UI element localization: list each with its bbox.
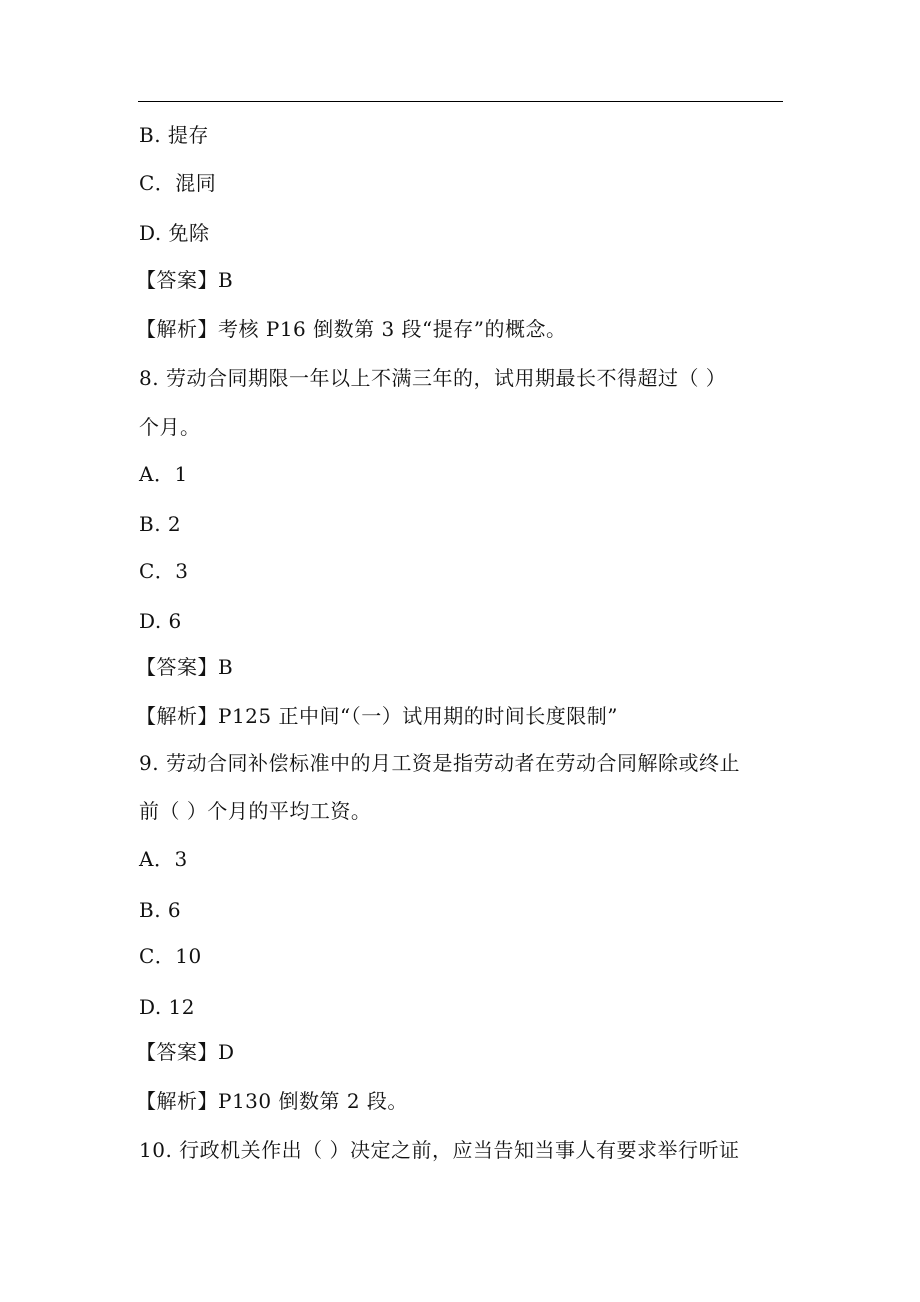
q7-option-b: B. 提存 <box>139 123 209 147</box>
q7-option-c: C．混同 <box>139 171 217 195</box>
q8-analysis: 【解析】P125 正中间“（一）试用期的时间长度限制” <box>136 704 618 728</box>
q9-analysis: 【解析】P130 倒数第 2 段。 <box>136 1089 408 1113</box>
q8-option-b: B. 2 <box>139 512 182 536</box>
q7-analysis: 【解析】考核 P16 倒数第 3 段“提存”的概念。 <box>136 317 567 341</box>
q9-option-c: C．10 <box>139 944 202 968</box>
q8-answer: 【答案】B <box>136 655 234 679</box>
header-rule <box>138 101 783 102</box>
q9-stem-line1: 9. 劳动合同补偿标准中的月工资是指劳动者在劳动合同解除或终止 <box>139 751 740 775</box>
q9-answer: 【答案】D <box>136 1040 235 1064</box>
q9-option-a: A．3 <box>139 847 188 871</box>
q8-stem-line1: 8. 劳动合同期限一年以上不满三年的，试用期最长不得超过（ ） <box>139 366 727 390</box>
q8-option-c: C．3 <box>139 559 189 583</box>
q7-answer: 【答案】B <box>136 268 234 292</box>
q8-stem-line2: 个月。 <box>139 415 201 439</box>
q7-option-d: D. 免除 <box>139 221 210 245</box>
q9-option-b: B. 6 <box>139 898 182 922</box>
q9-stem-line2: 前（ ）个月的平均工资。 <box>139 799 372 823</box>
q10-stem-line1: 10. 行政机关作出（ ）决定之前，应当告知当事人有要求举行听证 <box>139 1138 740 1162</box>
q8-option-a: A．1 <box>139 462 188 486</box>
q9-option-d: D. 12 <box>139 995 195 1019</box>
q8-option-d: D. 6 <box>139 609 182 633</box>
